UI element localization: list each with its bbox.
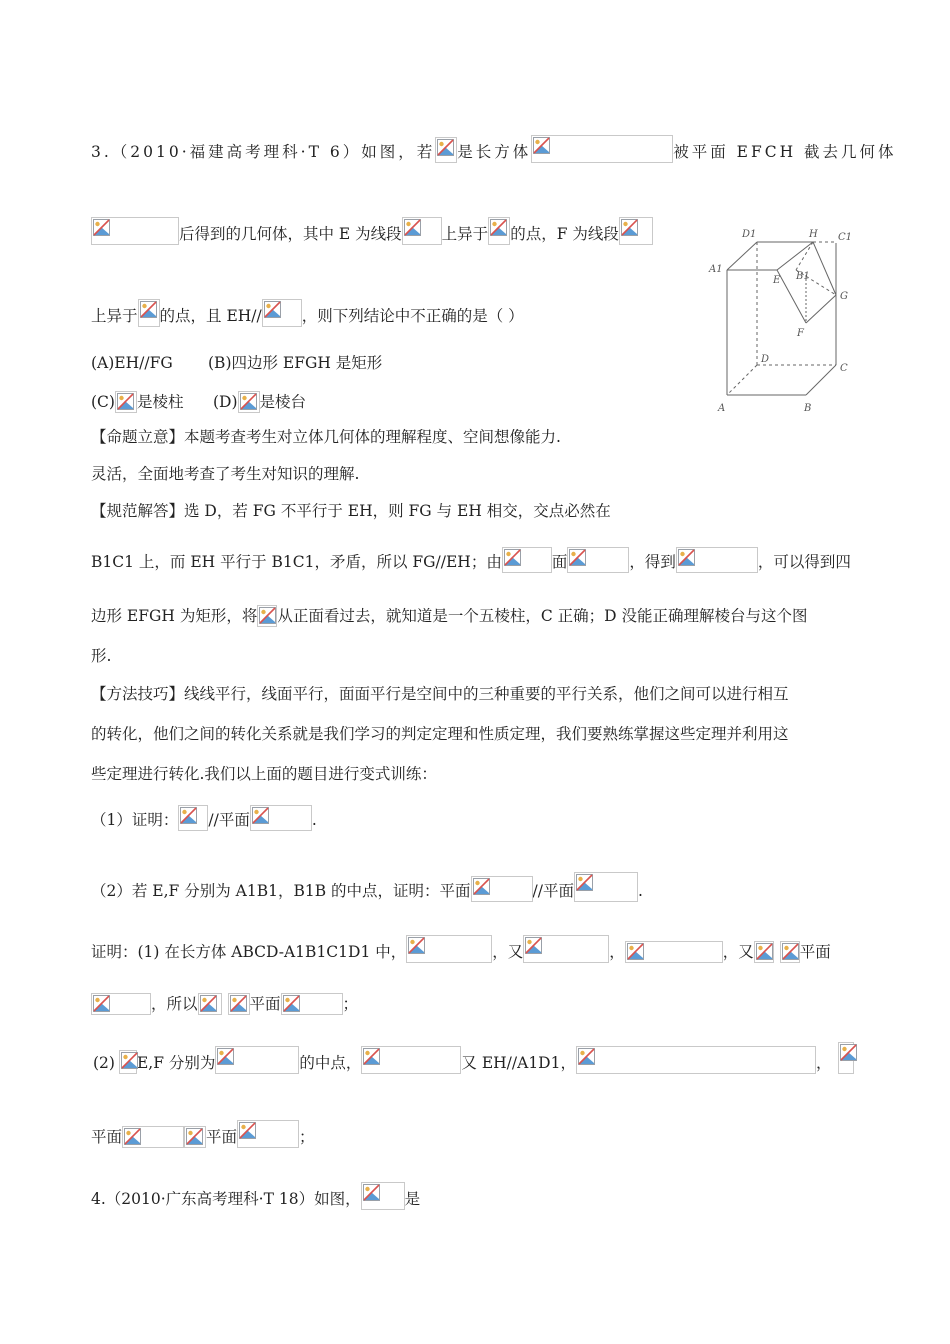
variant-2: （2）若 E,F 分别为 A1B1，B1B 的中点，证明：平面 //平面 . (91, 872, 643, 902)
q3-line-2: 后得到的几何体，其中 E 为线段 上异于 的点，F 为线段 (91, 217, 653, 245)
option-c: (C) 是棱柱 (91, 393, 184, 411)
technique-line-1: 【方法技巧】线线平行，线面平行，面面平行是空间中的三种重要的平行关系，他们之间可以进行相互 (91, 685, 789, 703)
formula-image (250, 805, 312, 831)
solution-line-1: 【规范解答】选 D，若 FG 不平行于 EH，则 FG 与 EH 相交，交点必然在 (91, 502, 611, 520)
formula-image (91, 217, 179, 245)
label-c1: C1 (838, 232, 853, 243)
formula-image (115, 391, 137, 413)
formula-image (91, 993, 151, 1015)
solution-line-3: 边形 EFGH 为矩形，将 从正面看过去，就知道是一个五棱柱，C 正确；D 没能正确理解棱台与这个图 (91, 607, 808, 625)
formula-image (238, 391, 260, 413)
label-d: D (761, 354, 770, 365)
label-h: H (809, 229, 818, 240)
label-c: C (840, 363, 848, 374)
formula-image (257, 605, 277, 627)
formula-image (198, 993, 222, 1015)
formula-image (754, 941, 774, 963)
proof-line-1: 证明：(1) 在长方体 ABCD-A1B1C1D1 中， ，又 ， ，又 平面 (91, 935, 831, 963)
technique-line-3: 些定理进行转化.我们以上面的题目进行变式训练： (91, 765, 437, 783)
cuboid-figure (700, 215, 860, 425)
label-b: B (804, 403, 812, 414)
q3-line-3: 上异于 的点，且 EH// ，则下列结论中不正确的是（ ） (91, 299, 524, 327)
formula-image (122, 1126, 184, 1148)
formula-image (619, 217, 653, 245)
label-d1: D1 (742, 229, 757, 240)
formula-image (576, 1046, 816, 1074)
formula-image (406, 935, 492, 963)
technique-line-2: 的转化，他们之间的转化关系就是我们学习的判定定理和性质定理，我们要熟练掌握这些定理并利用这 (91, 725, 789, 743)
formula-image (262, 299, 302, 327)
formula-image (471, 876, 533, 902)
formula-image (215, 1046, 299, 1074)
formula-image (567, 547, 629, 573)
formula-image (237, 1120, 299, 1148)
formula-image (184, 1126, 206, 1148)
formula-image (361, 1182, 405, 1210)
intent-line-2: 灵活，全面地考查了考生对知识的理解. (91, 465, 360, 483)
label-b1: B1 (796, 271, 810, 282)
solution-line-4: 形. (91, 647, 112, 665)
formula-image (502, 547, 552, 573)
formula-image (574, 872, 638, 902)
label-g: G (840, 291, 848, 302)
q4-line-1: 4.（2010·广东高考理科·T 18）如图， 是 (91, 1182, 420, 1210)
variant-1: （1）证明： //平面 . (91, 805, 317, 831)
label-a: A (718, 403, 726, 414)
solution-line-2: B1C1 上，而 EH 平行于 B1C1，矛盾，所以 FG//EH；由 面 ，得到 ，可以得到四 (91, 547, 851, 573)
formula-image (402, 217, 442, 245)
formula-image (228, 993, 250, 1015)
q3-line-1: 3.（2010·福建高考理科·T 6）如图，若 是长方体 被平面 EFCH 截去几何体 (91, 135, 897, 163)
formula-image (625, 941, 723, 963)
formula-image (531, 135, 673, 163)
formula-image (361, 1046, 461, 1074)
formula-image (488, 217, 510, 245)
formula-image (523, 935, 609, 963)
formula-image (676, 547, 758, 573)
formula-image (138, 299, 160, 327)
proof-line-4: 平面 平面 ； (91, 1120, 315, 1148)
label-a1: A1 (709, 264, 723, 275)
formula-image (838, 1042, 854, 1074)
proof-line-2: ，所以 平面 ； (91, 993, 358, 1015)
label-f: F (797, 328, 804, 339)
option-b: (B)四边形 EFGH 是矩形 (208, 354, 383, 372)
formula-image (780, 941, 800, 963)
option-a: (A)EH//FG (91, 354, 173, 372)
formula-image (281, 993, 343, 1015)
intent-line-1: 【命题立意】本题考查考生对立体几何体的理解程度、空间想像能力. (91, 428, 561, 446)
proof-line-3: (2) E,F 分别为 的中点， 又 EH//A1D1， ， (93, 1042, 854, 1074)
label-e: E (773, 275, 781, 286)
formula-image (119, 1050, 137, 1074)
formula-image (178, 805, 208, 831)
option-d: (D) 是棱台 (213, 393, 307, 411)
formula-image (435, 137, 457, 163)
